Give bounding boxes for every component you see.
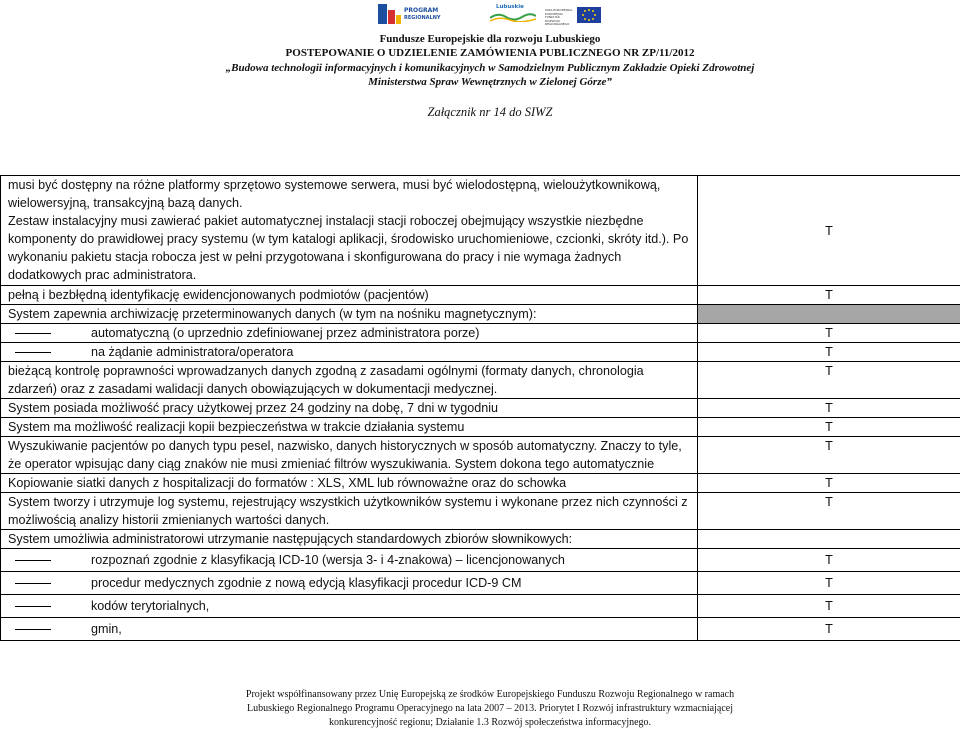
requirement-value: T: [698, 362, 960, 399]
requirement-text: System umożliwia administratorowi utrzymanie następujących standardowych zbiorów słownikowych:: [1, 530, 698, 549]
requirement-text: pełną i bezbłędną identyfikację ewidencjonowanych podmiotów (pacjentów): [1, 286, 698, 305]
table-row: [1, 474, 960, 493]
requirement-value: T: [698, 572, 960, 595]
requirement-text: Kopiowanie siatki danych z hospitalizacji do formatów : XLS, XML lub równoważne oraz do schowka: [1, 474, 698, 493]
requirement-value: T: [698, 324, 960, 343]
requirement-value: T: [698, 418, 960, 437]
footer-line-3: konkurencyjność regionu; Działanie 1.3 Rozwój społeczeństwa informacyjnego.: [0, 716, 960, 730]
dash-bullet: [15, 333, 51, 334]
footer-line-1: Projekt współfinansowany przez Unię Europejską ze środków Europejskiego Funduszu Rozwoju Regionalnego w ramach: [0, 688, 960, 702]
requirement-value: T: [698, 549, 960, 572]
header-line-3: „Budowa technologii informacyjnych i komunikacyjnych w Samodzielnym Publicznym Zakładzie Opieki Zdrowotnej: [0, 61, 960, 75]
table-row: [1, 595, 960, 618]
eu-flag-icon: [577, 7, 601, 23]
requirement-text: bieżącą kontrolę poprawności wprowadzanych danych zgodną z zasadami ogólnymi (formaty danych, chronologia zdarzeń) oraz z zasadami walidacji danych obowiązujących w dokumentacji medycznej.: [1, 362, 698, 399]
dash-bullet: [15, 606, 51, 607]
dash-bullet: [15, 560, 51, 561]
footer-line-2: Lubuskiego Regionalnego Programu Operacyjnego na lata 2007 – 2013. Priorytet I Rozwój infrastruktury wzmacniającej: [0, 702, 960, 716]
eu-logo: UNIA EUROPEJSKA EUROPEJSKI FUNDUSZ ROZWOJU REGIONALNEGO: [545, 4, 603, 30]
dash-bullet: [15, 352, 51, 353]
requirement-text: System posiada możliwość pracy użytkowej przez 24 godziny na dobę, 7 dni w tygodniu: [1, 399, 698, 418]
table-row: [1, 549, 960, 572]
requirement-subitem: procedur medycznych zgodnie z nową edycją klasyfikacji procedur ICD-9 CM: [1, 572, 698, 595]
requirement-text: System ma możliwość realizacji kopii bezpieczeństwa w trakcie działania systemu: [1, 418, 698, 437]
requirement-subitem: rozpoznań zgodnie z klasyfikacją ICD-10 (wersja 3- i 4-znakowa) – licencjonowanych: [1, 549, 698, 572]
requirement-subitem: automatyczną (o uprzednio zdefiniowanej przez administratora porze): [1, 324, 698, 343]
requirement-value: T: [698, 286, 960, 305]
requirement-value: [698, 530, 960, 549]
requirement-value: T: [698, 618, 960, 641]
requirement-subitem: na żądanie administratora/operatora: [1, 343, 698, 362]
dash-bullet: [15, 629, 51, 630]
table-row: [1, 399, 960, 418]
requirement-value: T: [698, 176, 960, 286]
table-row: [1, 343, 960, 362]
table-row: [1, 324, 960, 343]
requirement-value: T: [698, 343, 960, 362]
table-row: [1, 618, 960, 641]
table-row: [1, 362, 960, 399]
requirement-value: T: [698, 399, 960, 418]
table-row: [1, 572, 960, 595]
requirement-text: musi być dostępny na różne platformy sprzętowo systemowe serwera, musi być wielodostępną, wielоużytkownikową, wielowersyjną, transakcyjną bazą danych. Zestaw instalacyjny musi zawierać pakiet automatycznej instalacji stacji roboczej obejmujący wszystkie niezbędne komponenty do prawidłowej pracy systemu (w tym katalogi aplikacji, środowisko uruchomieniowe, czcionki, skróty itd.). Po wykonaniu pakietu stacja robocza jest w pełni przygotowana i skonfigurowana do pracy i nie wymaga żadnych dodatkowych prac administratora.: [1, 176, 698, 286]
table-row: [1, 530, 960, 549]
requirement-value: T: [698, 437, 960, 474]
requirement-text: Wyszukiwanie pacjentów po danych typu pesel, nazwisko, danych historycznych w sposób automatyczny. Znaczy to tyle, że operator wpisując dany ciąg znaków nie musi zmieniać filtrów wyszukiwania. System dokona tego automatycznie: [1, 437, 698, 474]
requirement-value: T: [698, 493, 960, 530]
table-row: [1, 437, 960, 474]
table-row: [1, 493, 960, 530]
header-line-1: Fundusze Europejskie dla rozwoju Lubuskiego: [0, 32, 960, 46]
requirement-text: System tworzy i utrzymuje log systemu, rejestrujący wszystkich użytkowników systemu i wykonane przez nich czynności z możliwością analizy historii zmienianych wartości danych.: [1, 493, 698, 530]
header-logos: [370, 4, 610, 30]
lubuskie-wave-icon: [490, 12, 536, 22]
requirement-value: T: [698, 595, 960, 618]
header-line-2: POSTEPOWANIE O UDZIELENIE ZAMÓWIENIA PUBLICZNEGO NR ZP/11/2012: [0, 46, 960, 60]
table-row: [1, 286, 960, 305]
lubuskie-logo: Lubuskie: [490, 4, 538, 30]
requirement-value: [698, 305, 960, 324]
header-line-4: Ministerstwa Spraw Wewnętrznych w Zielonej Górze”: [0, 75, 960, 89]
requirement-value: T: [698, 474, 960, 493]
table-row: [1, 305, 960, 324]
table-row: [1, 418, 960, 437]
requirements-table: [0, 175, 960, 641]
attachment-label: Załącznik nr 14 do SIWZ: [0, 105, 960, 119]
table-row: [1, 176, 960, 286]
requirement-subitem: gmin,: [1, 618, 698, 641]
requirement-text: System zapewnia archiwizację przeterminowanych danych (w tym na nośniku magnetycznym):: [1, 305, 698, 324]
dash-bullet: [15, 583, 51, 584]
program-regionalny-logo: PROGRAM REGIONALNY: [378, 4, 436, 30]
requirement-subitem: kodów terytorialnych,: [1, 595, 698, 618]
